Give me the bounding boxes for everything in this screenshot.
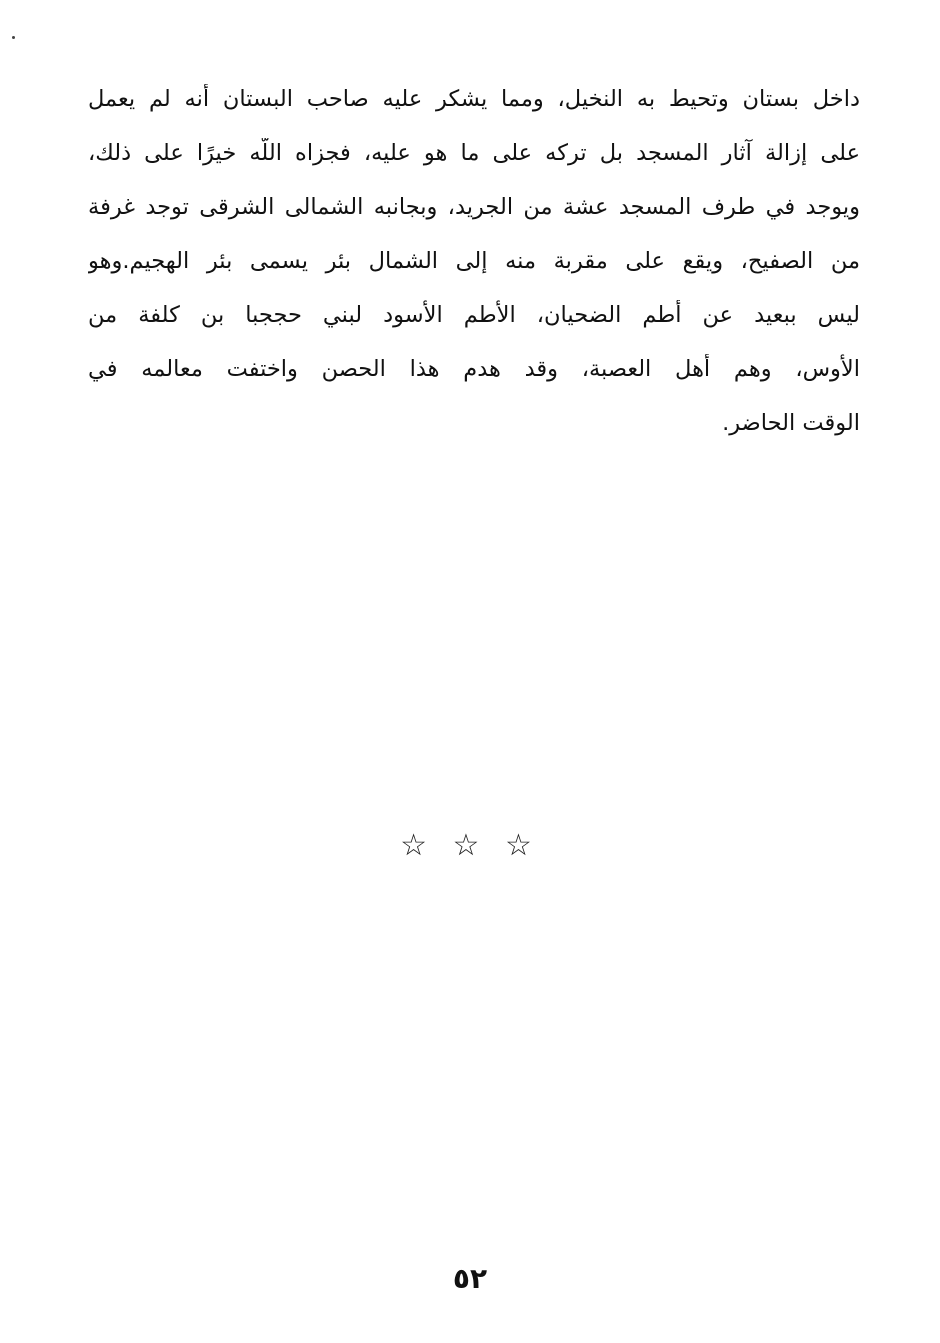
scan-speck xyxy=(12,36,15,39)
paragraph-line: داخل بستان وتحيط به النخيل، ومما يشكر عليه صاحب البستان أنه لم يعمل xyxy=(88,86,860,112)
page-number: ٥٢ xyxy=(452,1262,488,1295)
paragraph-line: ويوجد في طرف المسجد عشة من الجريد، وبجانبه الشمالى الشرقى توجد غرفة xyxy=(88,194,860,220)
paragraph-line: الوقت الحاضر. xyxy=(722,410,860,436)
paragraph-line: من الصفيح، ويقع على مقربة منه إلى الشمال بئر يسمى بئر الهجيم.وهو xyxy=(88,248,860,274)
body-paragraph xyxy=(88,84,860,462)
paragraph-line: ليس ببعيد عن أطم الضحيان، الأطم الأسود لبني حججبا بن كلفة من xyxy=(88,302,860,328)
section-separator-stars: ☆ ☆ ☆ xyxy=(400,828,540,863)
paragraph-line: الأوس، وهم أهل العصبة، وقد هدم هذا الحصن واختفت معالمه في xyxy=(88,356,860,382)
paragraph-line: على إزالة آثار المسجد بل تركه على ما هو عليه، فجزاه اللّه خيرًا على ذلك، xyxy=(88,140,860,166)
